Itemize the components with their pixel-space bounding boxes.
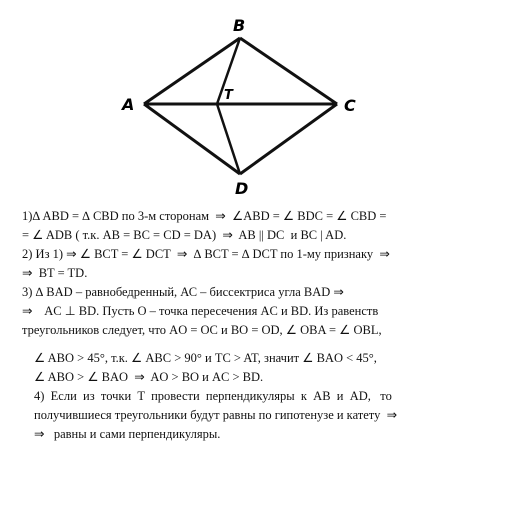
solution-line-7: треугольников следует, что AO = OC и BO = OD, ∠ OBA = ∠ OBL, xyxy=(22,323,382,337)
label-c: C xyxy=(344,96,356,115)
solution-line-2: = ∠ ADB ( т.к. AB = BC = CD = DA) ⇒ AB || DC и BC | AD. xyxy=(22,228,347,242)
label-a: A xyxy=(122,95,135,114)
side-bc xyxy=(240,38,337,104)
side-da xyxy=(144,104,240,174)
label-t: T xyxy=(224,88,233,103)
label-b: B xyxy=(233,16,246,35)
solution-line-12: ⇒ равны и сами перпендикуляры. xyxy=(34,427,221,441)
side-cd xyxy=(240,104,337,174)
solution-line-1: 1)∆ ABD = ∆ CBD по 3-м сторонам ⇒ ∠ABD = ∠ BDC = ∠ CBD = xyxy=(22,209,387,223)
solution-line-11: получившиеся треугольники будут равны по гипотенузе и катету ⇒ xyxy=(34,408,398,422)
solution-line-6: ⇒ AC ⊥ BD. Пусть O – точка пересечения AC и BD. Из равенств xyxy=(22,304,379,318)
solution-line-9: ∠ ABO > ∠ BAO ⇒ AO > BO и AC > BD. xyxy=(34,370,264,384)
rhombus-figure xyxy=(0,0,522,210)
segment-td xyxy=(217,104,240,174)
solution-line-4: ⇒ BT = TD. xyxy=(22,266,88,280)
label-d: D xyxy=(235,179,249,198)
solution-line-5: 3) ∆ BAD – равнобедренный, АС – биссектриса угла BAD ⇒ xyxy=(22,285,344,299)
solution-line-10: 4) Если из точки T провести перпендикуляры к AB и AD, то xyxy=(34,389,392,403)
solution-line-8: ∠ ABO > 45°, т.к. ∠ ABC > 90° и TC > AT, значит ∠ BAO < 45°, xyxy=(34,351,377,365)
solution-line-3: 2) Из 1) ⇒ ∠ BCT = ∠ DCT ⇒ ∆ BCT = ∆ DCT по 1-му признаку ⇒ xyxy=(22,247,390,261)
